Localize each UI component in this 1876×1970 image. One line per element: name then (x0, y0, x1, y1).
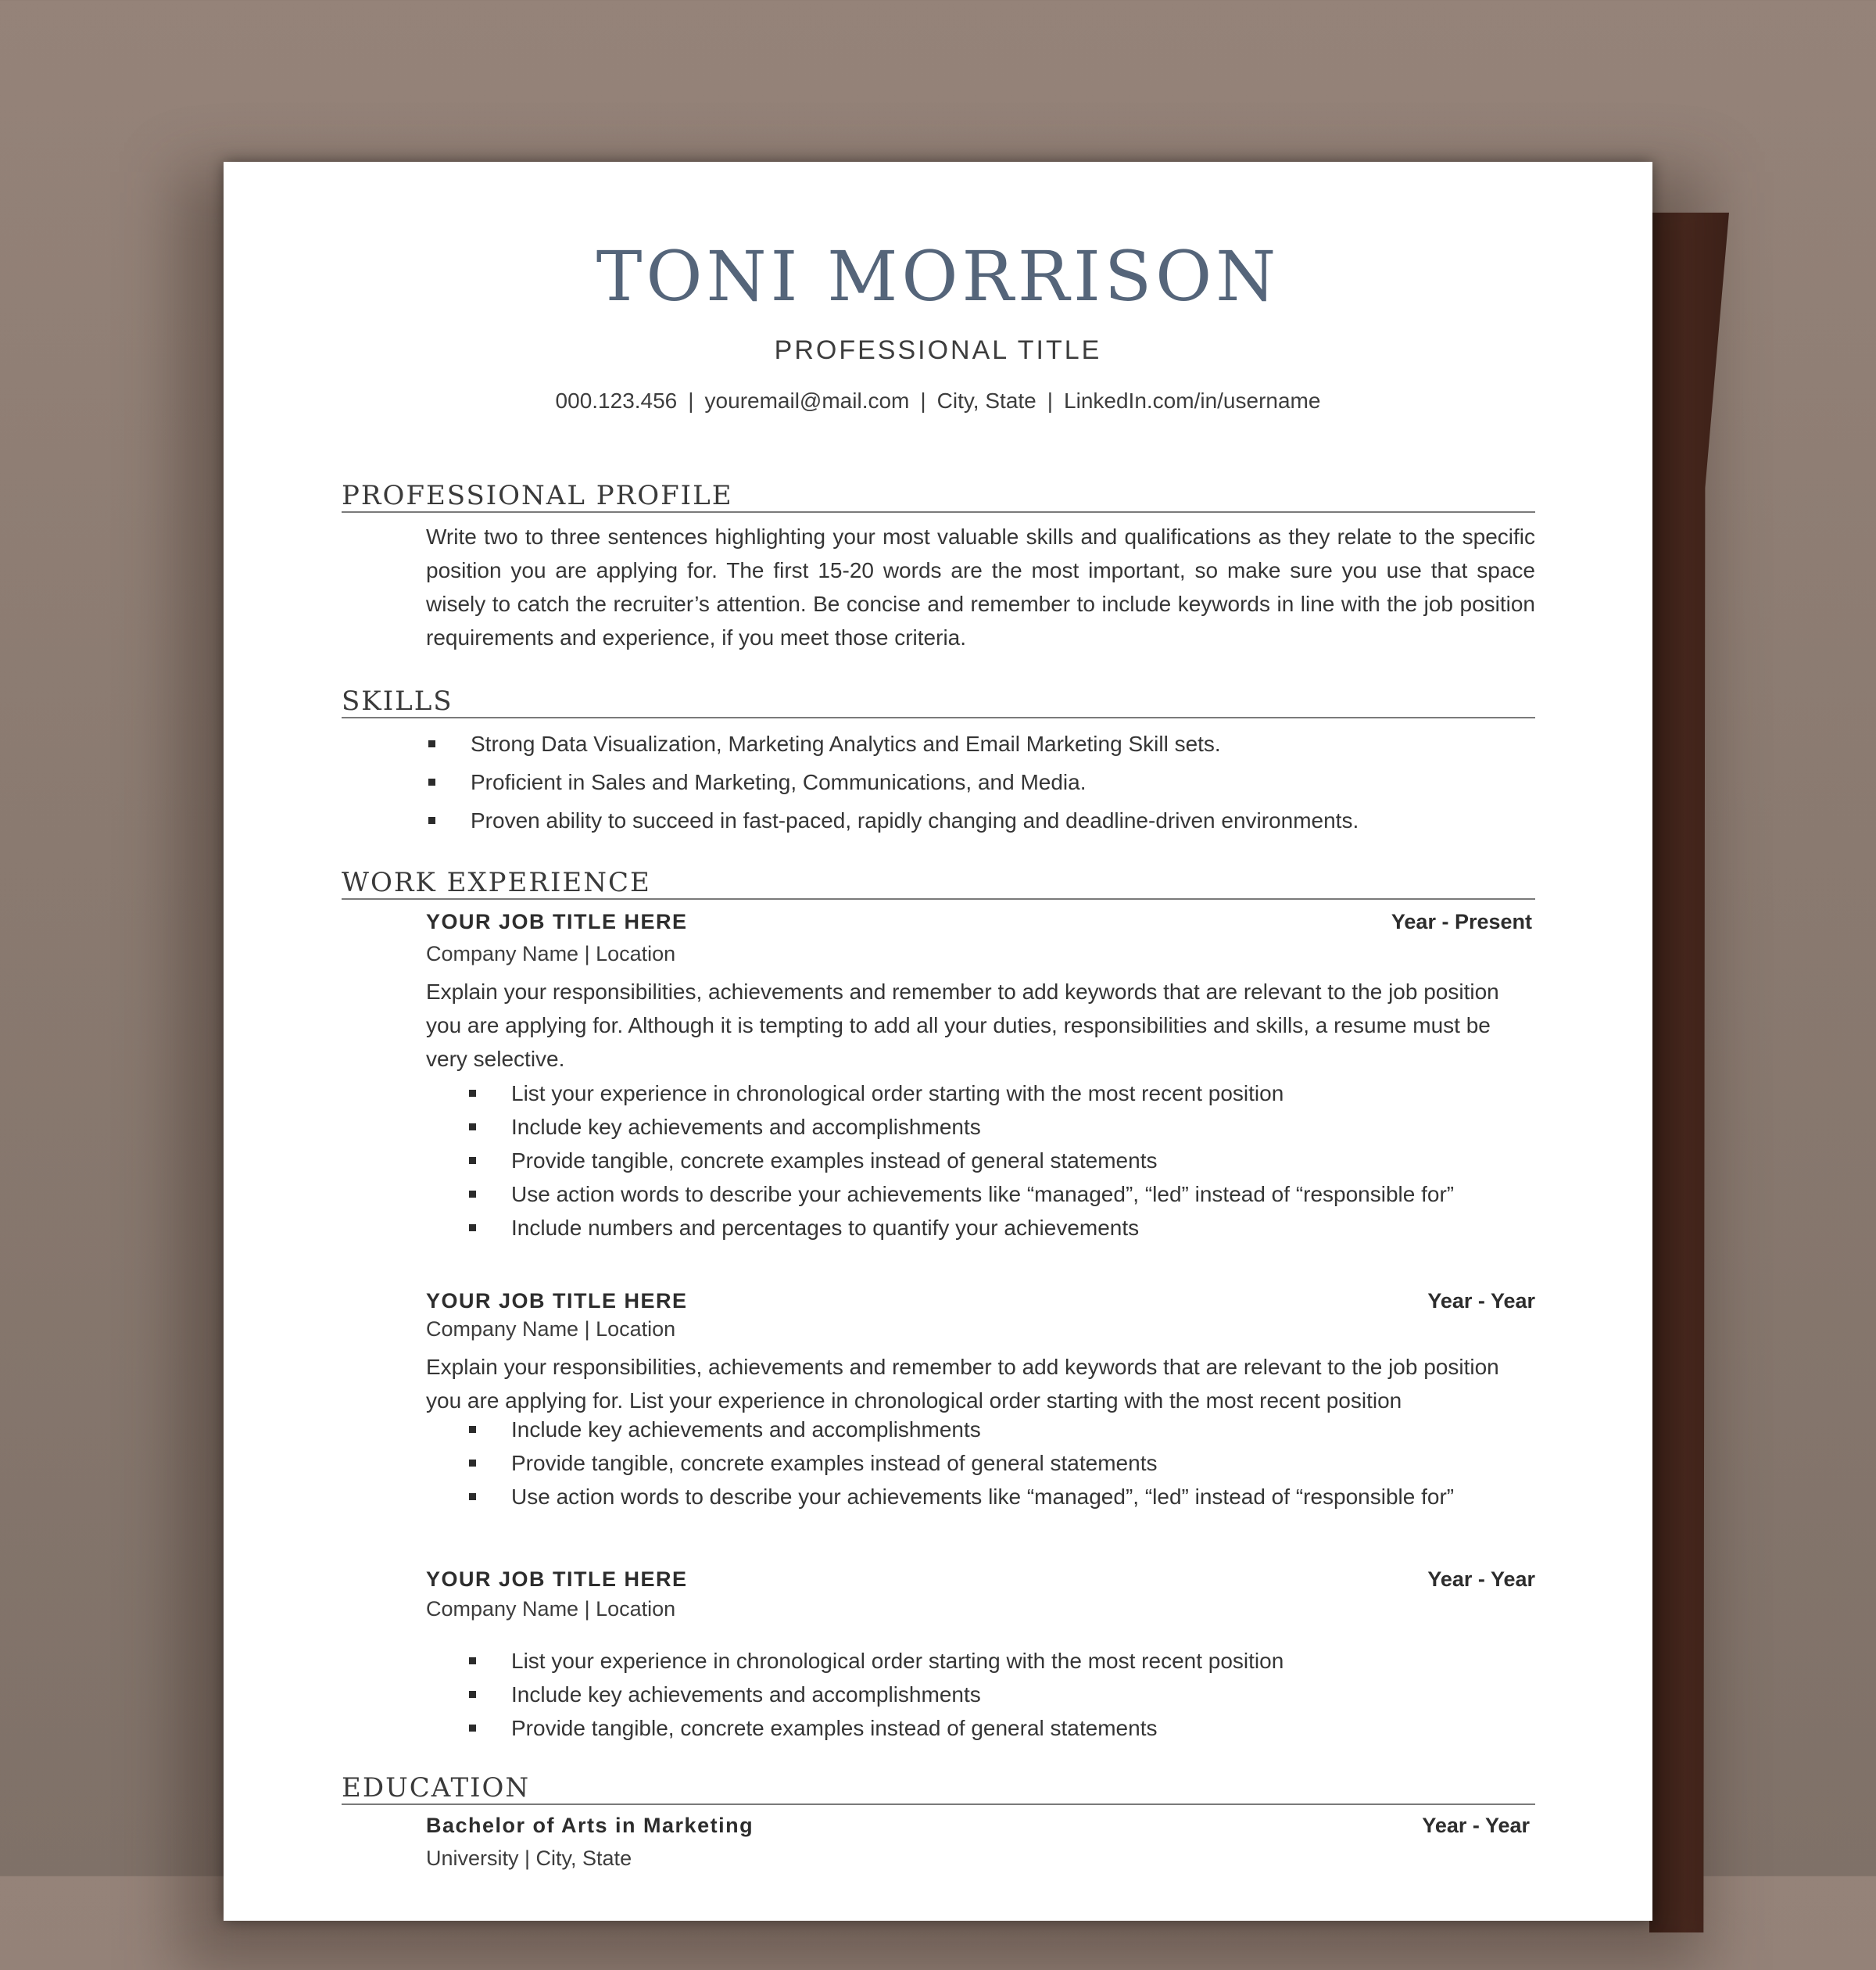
skill-item: Proven ability to succeed in fast-paced, rapidly changing and deadline-driven environments. (428, 801, 1523, 840)
skill-item: Strong Data Visualization, Marketing Analytics and Email Marketing Skill sets. (428, 725, 1523, 763)
job-bullet-item: Provide tangible, concrete examples instead of general statements (469, 1711, 1532, 1745)
job-title: YOUR JOB TITLE HERE (426, 910, 688, 933)
job-bullet-item: Provide tangible, concrete examples instead of general statements (469, 1144, 1532, 1177)
job-company: Company Name | Location (426, 1597, 676, 1621)
square-bullet-icon (469, 1157, 476, 1164)
skills-list (428, 725, 1523, 840)
job-company: Company Name | Location (426, 1317, 676, 1341)
profile-text: Write two to three sentences highlighting your most valuable skills and qualifications as they relate to the specific position you are applying for. The first 15-20 words are the most important, so make sure you use that space wisely to catch the recruiter’s attention. Be concise and remember to include keywords in line with the job position requirements and experience, if you meet those criteria. (426, 525, 1535, 650)
job-dates: Year - Present (1391, 910, 1532, 933)
education-school: University | City, State (426, 1846, 632, 1870)
square-bullet-icon (469, 1725, 476, 1732)
job-description: Explain your responsibilities, achievements and remember to add keywords that are relevant to the job position you are applying for. List your experience in chronological order starting with the most recent position (426, 1355, 1499, 1413)
section-heading-profile: PROFESSIONAL PROFILE (342, 480, 1535, 513)
email-address: youremail@mail.com (704, 389, 910, 413)
city-state: City, State (936, 389, 1036, 413)
job-description: Explain your responsibilities, achievements and remember to add keywords that are relevant to the job position you are applying for. Although it is tempting to add all your duties, responsibilities and skills, a resume must be very selective. (426, 980, 1499, 1071)
education-dates: Year - Year (1422, 1814, 1530, 1837)
job-bullets (469, 1413, 1532, 1513)
job-bullet-item: Include key achievements and accomplishments (469, 1678, 1532, 1711)
square-bullet-icon (428, 779, 435, 786)
square-bullet-icon (469, 1090, 476, 1097)
contact-separator: | (688, 389, 694, 413)
section-heading-education: EDUCATION (342, 1772, 1535, 1805)
square-bullet-icon (469, 1657, 476, 1664)
square-bullet-icon (428, 740, 435, 747)
job-bullet-item: Include key achievements and accomplishments (469, 1110, 1532, 1144)
contact-separator: | (1047, 389, 1054, 413)
resume-name: TONI MORRISON (596, 236, 1280, 317)
degree-title: Bachelor of Arts in Marketing (426, 1814, 754, 1837)
square-bullet-icon (469, 1191, 476, 1198)
square-bullet-icon (469, 1691, 476, 1698)
square-bullet-icon (469, 1224, 476, 1231)
job-title: YOUR JOB TITLE HERE (426, 1567, 688, 1591)
job-bullet-item: Include numbers and percentages to quantify your achievements (469, 1211, 1532, 1245)
job-bullet-item: List your experience in chronological order starting with the most recent position (469, 1644, 1532, 1678)
square-bullet-icon (469, 1426, 476, 1433)
phone-number: 000.123.456 (555, 389, 678, 413)
job-company: Company Name | Location (426, 942, 676, 965)
contact-separator: | (920, 389, 926, 413)
square-bullet-icon (469, 1493, 476, 1500)
job-title: YOUR JOB TITLE HERE (426, 1289, 688, 1313)
resume-page (224, 162, 1652, 1921)
square-bullet-icon (469, 1123, 476, 1130)
contact-line (224, 389, 1652, 414)
job-bullets (469, 1076, 1532, 1245)
job-dates: Year - Year (1427, 1289, 1535, 1313)
section-heading-experience: WORK EXPERIENCE (342, 867, 1535, 900)
linkedin-url: LinkedIn.com/in/username (1064, 389, 1321, 413)
professional-title: PROFESSIONAL TITLE (774, 335, 1102, 365)
section-heading-skills: SKILLS (342, 686, 1535, 718)
job-bullets (469, 1644, 1532, 1745)
job-bullet-item: List your experience in chronological order starting with the most recent position (469, 1076, 1532, 1110)
job-bullet-item: Provide tangible, concrete examples instead of general statements (469, 1446, 1532, 1480)
job-bullet-item: Include key achievements and accomplishments (469, 1413, 1532, 1446)
square-bullet-icon (428, 817, 435, 824)
job-dates: Year - Year (1427, 1567, 1535, 1591)
job-bullet-item: Use action words to describe your achievements like “managed”, “led” instead of “responsible for” (469, 1177, 1532, 1211)
square-bullet-icon (469, 1460, 476, 1467)
skill-item: Proficient in Sales and Marketing, Communications, and Media. (428, 763, 1523, 801)
job-bullet-item: Use action words to describe your achievements like “managed”, “led” instead of “responsible for” (469, 1480, 1532, 1513)
